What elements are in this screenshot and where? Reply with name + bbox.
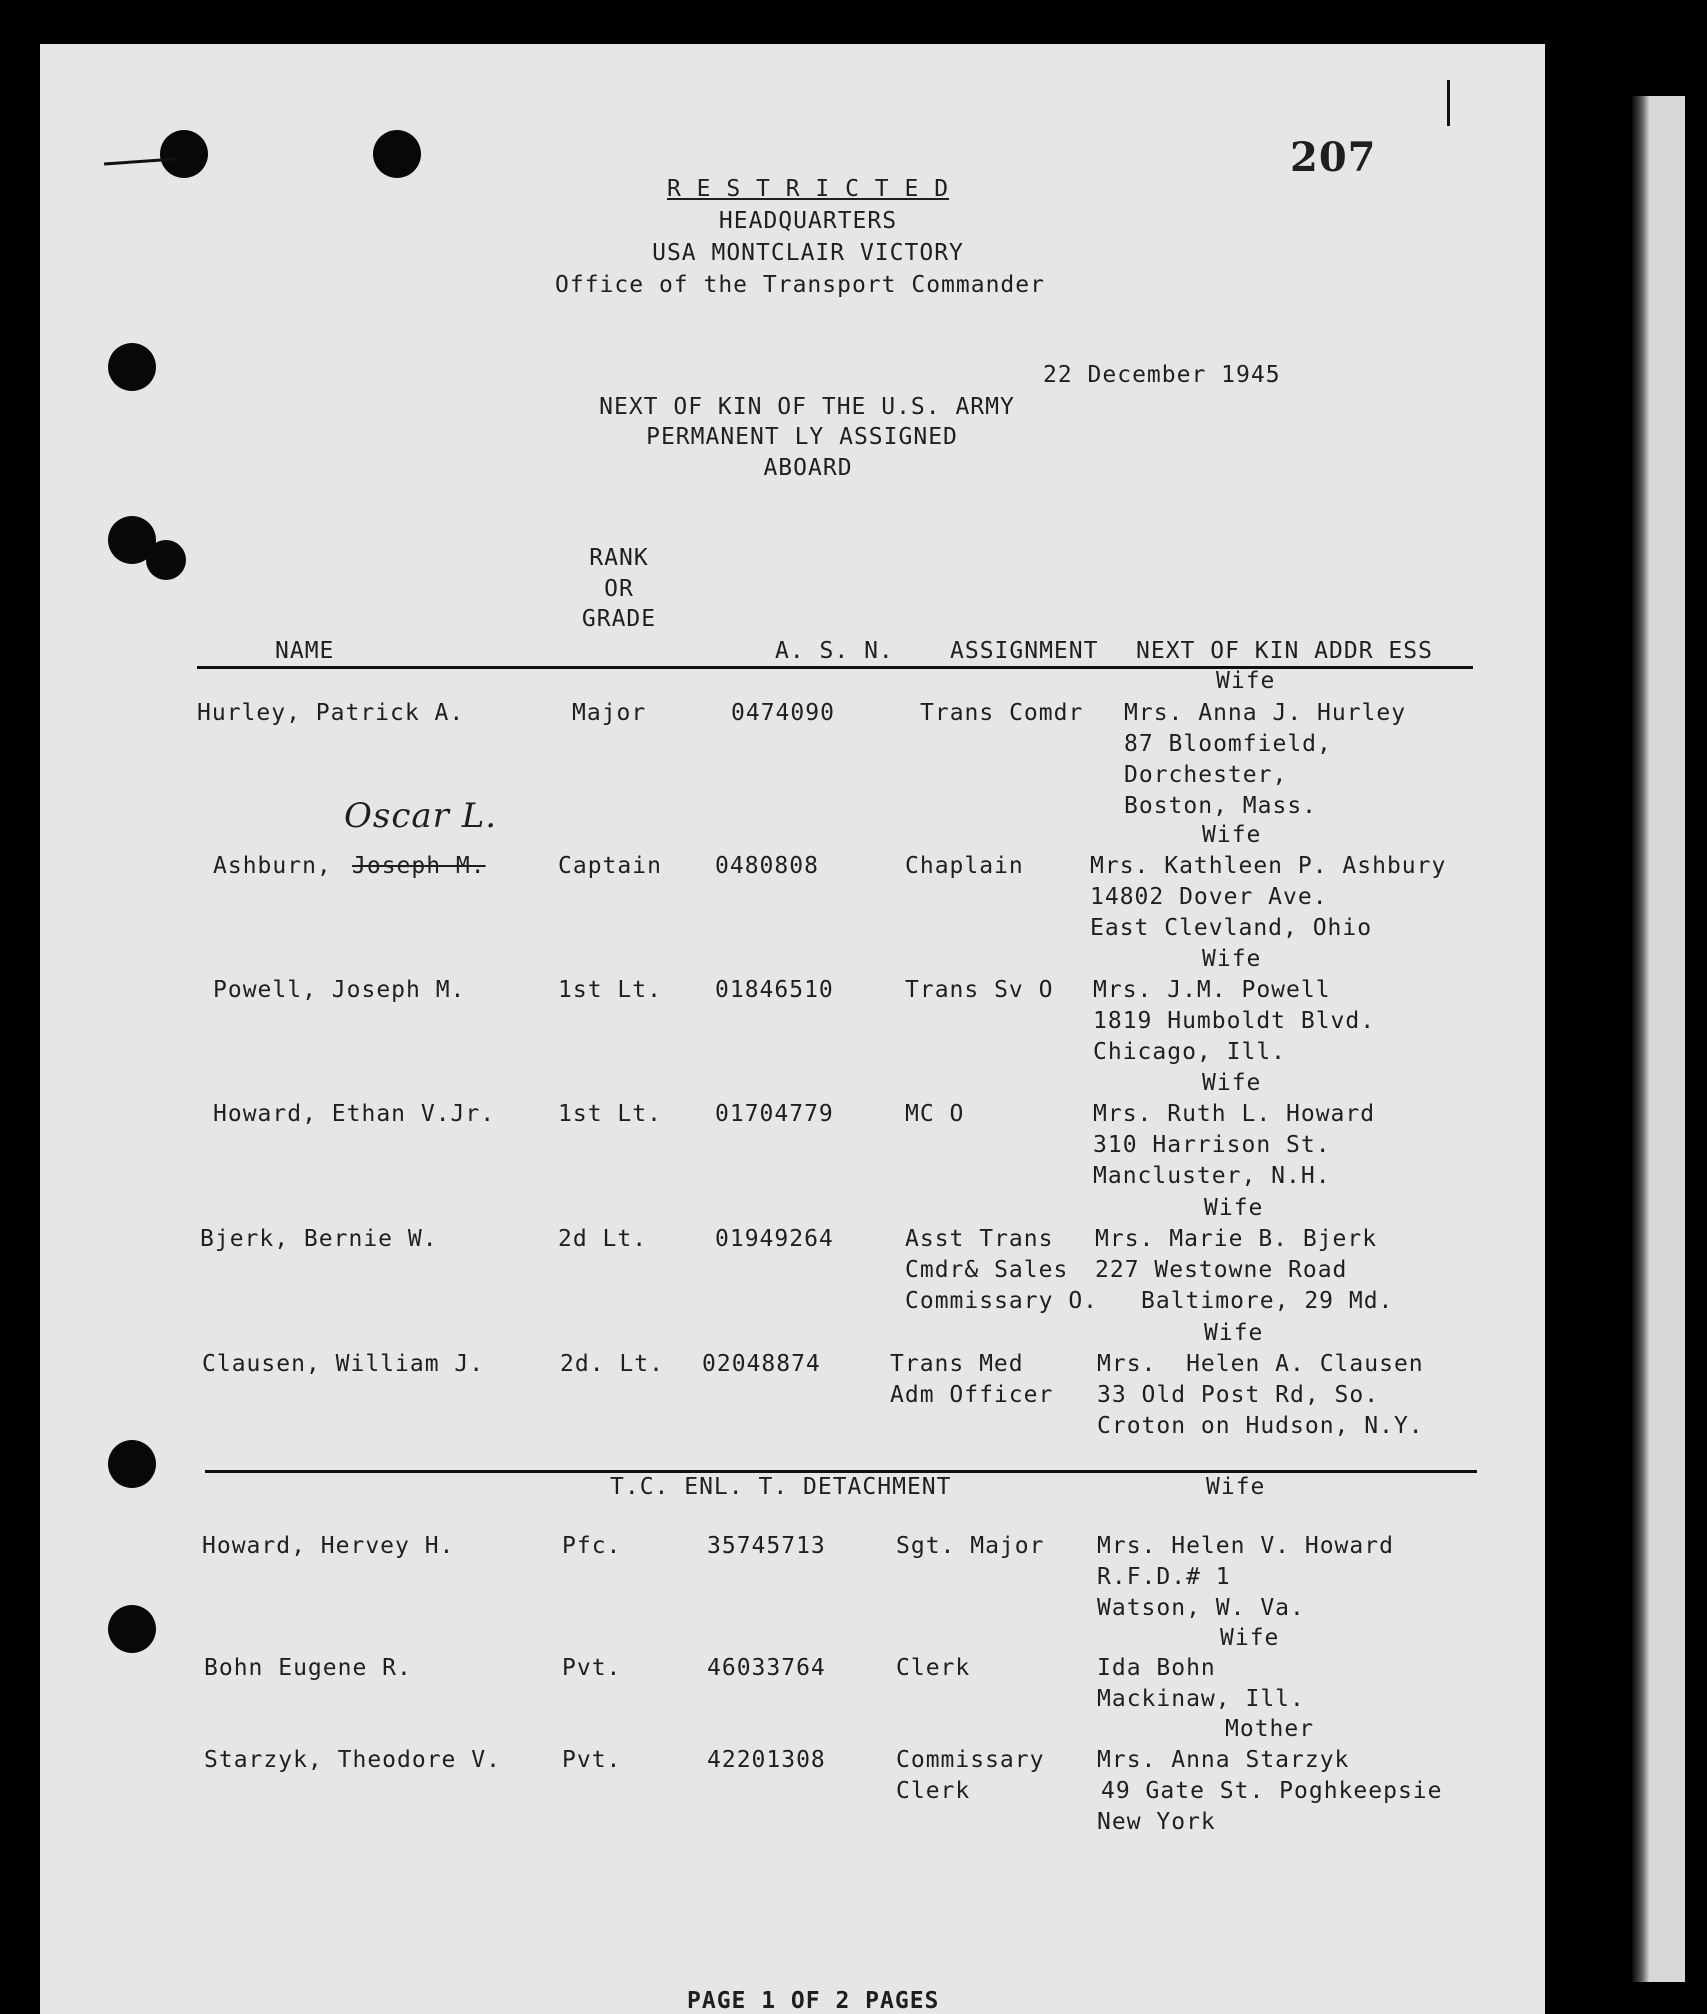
col-rank-header-1: RANK — [589, 545, 649, 571]
name-cell: Powell, Joseph M. — [213, 977, 466, 1003]
address-line: 14802 Dover Ave. — [1090, 884, 1328, 910]
address-line: Mrs. Marie B. Bjerk — [1095, 1226, 1378, 1252]
page-footer: PAGE 1 OF 2 PAGES — [687, 1988, 940, 2014]
punch-hole — [373, 130, 421, 178]
name-cell: Starzyk, Theodore V. — [204, 1747, 501, 1773]
asn-cell: 02048874 — [702, 1351, 821, 1377]
address-line: New York — [1097, 1809, 1216, 1835]
relation-label: Wife — [1204, 1195, 1264, 1221]
assignment-cell: Sgt. Major — [896, 1533, 1045, 1559]
rank-cell: Major — [572, 700, 647, 726]
section-rule — [205, 1470, 1477, 1473]
col-name-header: NAME — [275, 638, 335, 664]
document-date: 22 December 1945 — [1043, 362, 1281, 388]
relation-label: Wife — [1216, 668, 1276, 694]
header-line-1: HEADQUARTERS — [718, 208, 898, 234]
rank-cell: 2d. Lt. — [560, 1351, 664, 1377]
address-line: Mrs. Kathleen P. Ashbury — [1090, 853, 1447, 879]
relation-label: Mother — [1225, 1716, 1315, 1742]
adjacent-page-edge — [1643, 96, 1685, 1982]
name-cell: Bjerk, Bernie W. — [200, 1226, 438, 1252]
address-line: Mrs. Helen V. Howard — [1097, 1533, 1394, 1559]
address-line: Watson, W. Va. — [1097, 1595, 1305, 1621]
asn-cell: 01704779 — [715, 1101, 834, 1127]
address-line: Chicago, Ill. — [1093, 1039, 1287, 1065]
name-cell: Ashburn, — [213, 853, 332, 879]
rank-cell: 2d Lt. — [558, 1226, 648, 1252]
header-line-3: Office of the Transport Commander — [555, 272, 1045, 298]
address-line: Mrs. Anna J. Hurley — [1124, 700, 1407, 726]
assignment-line: Adm Officer — [890, 1382, 1054, 1408]
address-line: Mackinaw, Ill. — [1097, 1686, 1305, 1712]
col-rank-header-2: OR — [604, 576, 634, 602]
address-line: Mrs. Anna Starzyk — [1097, 1747, 1350, 1773]
address-line: Mancluster, N.H. — [1093, 1163, 1331, 1189]
address-line: 33 Old Post Rd, So. — [1097, 1382, 1380, 1408]
rank-cell: Captain — [558, 853, 662, 879]
address-line: Baltimore, 29 Md. — [1141, 1288, 1394, 1314]
assignment-line: Asst Trans — [905, 1226, 1054, 1252]
address-line: Mrs. Ruth L. Howard — [1093, 1101, 1376, 1127]
name-cell: Howard, Ethan V.Jr. — [213, 1101, 496, 1127]
punch-hole — [146, 540, 186, 580]
name-cell: Hurley, Patrick A. — [197, 700, 465, 726]
address-line: 227 Westowne Road — [1095, 1257, 1348, 1283]
relation-label: Wife — [1206, 1474, 1266, 1500]
assignment-cell: Clerk — [896, 1655, 971, 1681]
punch-hole — [108, 1440, 156, 1488]
col-next-of-kin-header: NEXT OF KIN ADDR ESS — [1136, 638, 1433, 664]
page-number: 207 — [1290, 134, 1377, 181]
address-line: 49 Gate St. Poghkeepsie — [1101, 1778, 1443, 1804]
name-cell: Bohn Eugene R. — [204, 1655, 412, 1681]
assignment-cell: Chaplain — [905, 853, 1024, 879]
assignment-line: Commissary O. — [905, 1288, 1099, 1314]
punch-hole — [108, 343, 156, 391]
detachment-label: T.C. ENL. T. DETACHMENT — [610, 1474, 952, 1500]
address-line: Ida Bohn — [1097, 1655, 1216, 1681]
pen-mark — [1447, 80, 1450, 126]
address-line: Croton on Hudson, N.Y. — [1097, 1413, 1424, 1439]
title-line-1: NEXT OF KIN OF THE U.S. ARMY — [599, 394, 1015, 420]
header-line-2: USA MONTCLAIR VICTORY — [652, 240, 964, 266]
title-line-3: ABOARD — [763, 455, 853, 481]
classification-marking: R E S T R I C T E D — [666, 176, 950, 202]
address-line: 87 Bloomfield, — [1124, 731, 1332, 757]
struck-name: Joseph M. — [352, 853, 486, 879]
relation-label: Wife — [1202, 822, 1262, 848]
assignment-cell: Trans Sv O — [905, 977, 1054, 1003]
rank-cell: Pfc. — [562, 1533, 622, 1559]
handwritten-correction: Oscar L. — [344, 796, 498, 836]
relation-label: Wife — [1202, 946, 1262, 972]
asn-cell: 46033764 — [707, 1655, 826, 1681]
col-asn-header: A. S. N. — [775, 638, 894, 664]
col-assignment-header: ASSIGNMENT — [950, 638, 1099, 664]
asn-cell: 42201308 — [707, 1747, 826, 1773]
name-cell: Howard, Hervey H. — [202, 1533, 455, 1559]
address-line: East Clevland, Ohio — [1090, 915, 1373, 941]
relation-label: Wife — [1220, 1625, 1280, 1651]
rank-cell: 1st Lt. — [558, 977, 662, 1003]
asn-cell: 0480808 — [715, 853, 819, 879]
relation-label: Wife — [1202, 1070, 1262, 1096]
assignment-line: Clerk — [896, 1778, 971, 1804]
rank-cell: Pvt. — [562, 1655, 622, 1681]
name-cell: Clausen, William J. — [202, 1351, 485, 1377]
address-line: 310 Harrison St. — [1093, 1132, 1331, 1158]
punch-hole — [108, 1605, 156, 1653]
assignment-line: Commissary — [896, 1747, 1045, 1773]
asn-cell: 01949264 — [715, 1226, 834, 1252]
rank-cell: Pvt. — [562, 1747, 622, 1773]
title-line-2: PERMANENT LY ASSIGNED — [646, 424, 958, 450]
punch-hole — [160, 130, 208, 178]
address-line: Dorchester, — [1124, 762, 1288, 788]
address-line: R.F.D.# 1 — [1097, 1564, 1231, 1590]
assignment-line: Cmdr& Sales — [905, 1257, 1069, 1283]
address-line: Mrs. Helen A. Clausen — [1097, 1351, 1424, 1377]
address-line: Boston, Mass. — [1124, 793, 1318, 819]
assignment-line: Trans Med — [890, 1351, 1024, 1377]
relation-label: Wife — [1204, 1320, 1264, 1346]
assignment-cell: MC O — [905, 1101, 965, 1127]
header-rule — [197, 666, 1473, 669]
asn-cell: 01846510 — [715, 977, 834, 1003]
address-line: Mrs. J.M. Powell — [1093, 977, 1331, 1003]
asn-cell: 0474090 — [731, 700, 835, 726]
rank-cell: 1st Lt. — [558, 1101, 662, 1127]
address-line: 1819 Humboldt Blvd. — [1093, 1008, 1376, 1034]
asn-cell: 35745713 — [707, 1533, 826, 1559]
assignment-cell: Trans Comdr — [920, 700, 1084, 726]
col-rank-header-3: GRADE — [581, 606, 657, 632]
